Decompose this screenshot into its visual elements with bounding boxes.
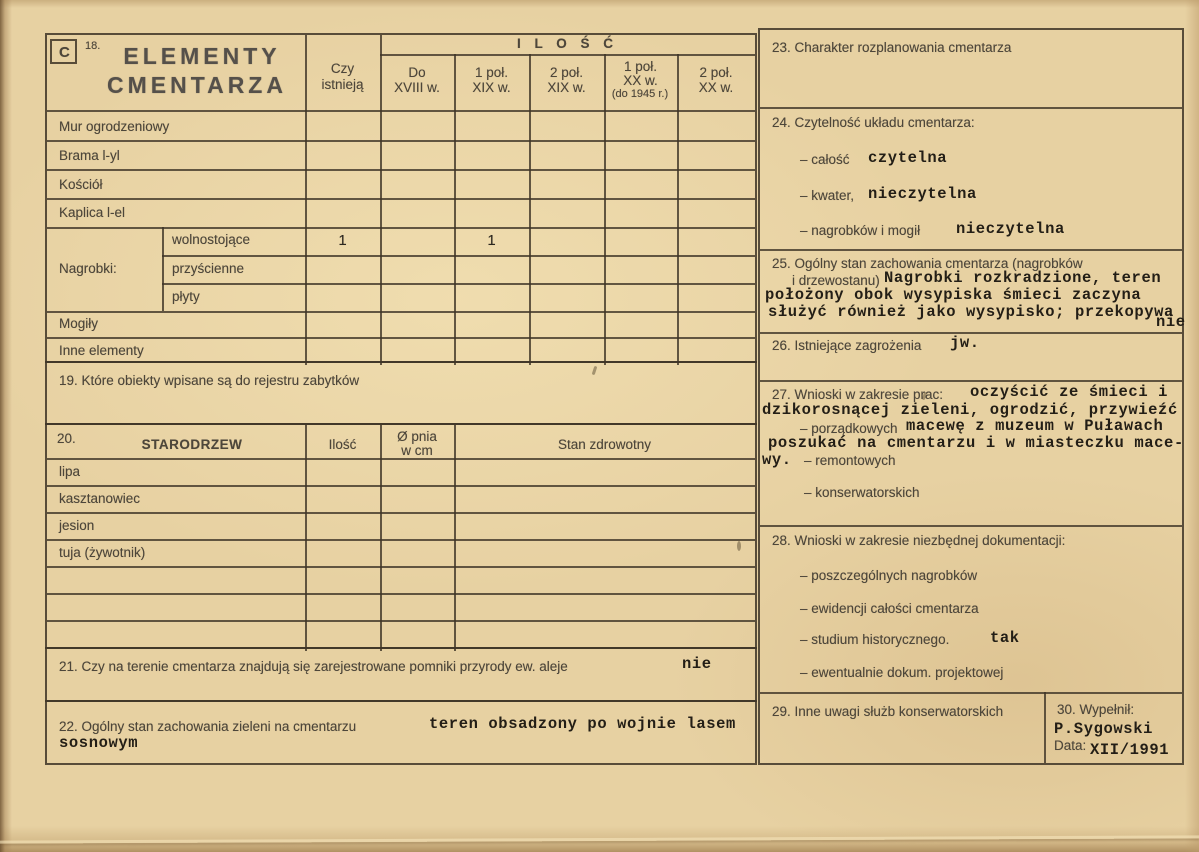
section-24-item3-answer: nieczytelna xyxy=(956,220,1065,238)
grid-line xyxy=(380,54,755,56)
section-21-box xyxy=(45,647,757,702)
grid-line xyxy=(162,255,755,257)
starodrzew-title: STARODRZEW xyxy=(141,437,243,452)
starodrzew-table xyxy=(45,423,757,649)
row-label-brama: Brama l-yl xyxy=(59,148,120,163)
section-25-label-line1: 25. Ogólny stan zachowania cmentarza (nagrobków xyxy=(772,256,1083,271)
section-28-item3: – studium historycznego. xyxy=(800,632,950,647)
section-27-answer-line2: dzikorosnącej zieleni, ogrodzić, przywieźć xyxy=(762,401,1178,419)
section-divider xyxy=(760,249,1182,251)
section-25-answer-line2: położony obok wysypiska śmieci zaczyna xyxy=(765,286,1142,304)
section-number: 18. xyxy=(85,40,101,52)
section-19-box xyxy=(45,361,757,425)
col-1pol-xx-2: XX w. xyxy=(623,73,658,88)
section-28-label: 28. Wnioski w zakresie niezbędnej dokumentacji: xyxy=(772,533,1066,548)
section-25-answer-line4: nie xyxy=(1156,313,1186,331)
form-title-line1: ELEMENTY xyxy=(123,43,281,69)
grid-line xyxy=(47,512,755,514)
grid-line xyxy=(47,566,755,568)
col-header-stan: Stan zdrowotny xyxy=(557,437,652,452)
col-2pol-xix-2: XIX w. xyxy=(547,80,586,95)
grid-line xyxy=(47,337,755,339)
section-27-label: 27. Wnioski w zakresie prac: xyxy=(772,387,944,402)
section-28-item3-answer: tak xyxy=(990,629,1020,647)
section-28-item1: – poszczególnych nagrobków xyxy=(800,568,978,583)
qty-header: I L O Ś Ć xyxy=(516,36,618,51)
section-27-answer-line4: wy. xyxy=(762,451,792,469)
grid-line xyxy=(47,539,755,541)
section-21-label: 21. Czy na terenie cmentarza znajdują się zarejestrowane pomniki przyrody ew. aleje xyxy=(59,659,568,674)
section-divider xyxy=(760,380,1182,382)
section-28-item4: – ewentualnie dokum. projektowej xyxy=(800,665,1004,680)
row-label-plyty: płyty xyxy=(172,289,200,304)
section-19-label: 19. Które obiekty wpisane są do rejestru zabytków xyxy=(59,373,360,388)
grid-line xyxy=(604,54,606,365)
grid-line xyxy=(529,54,531,365)
section-letter-box xyxy=(50,39,77,64)
section-30-label: 30. Wypełnił: xyxy=(1057,702,1135,717)
form-title-line2: CMENTARZA xyxy=(107,72,287,98)
col-header-exists: Czy xyxy=(330,61,355,76)
section-21-answer: nie xyxy=(682,655,712,673)
grid-line xyxy=(47,140,755,142)
grid-line xyxy=(162,227,164,311)
section-29-label: 29. Inne uwagi służb konserwatorskich xyxy=(772,704,1004,719)
col-header-ilosc: Ilość xyxy=(328,437,357,452)
section-27-item1: – porządkowych xyxy=(800,421,898,436)
row-label-tuja: tuja (żywotnik) xyxy=(59,545,146,560)
section-24-item1: – całość xyxy=(800,152,850,167)
row-label-wolnostojace: wolnostojące xyxy=(172,232,251,247)
row-label-kasztanowiec: kasztanowiec xyxy=(59,491,141,506)
row-label-nagrobki: Nagrobki: xyxy=(59,261,117,276)
col-header-exists-2: istnieją xyxy=(321,77,364,92)
section-24-label: 24. Czytelność układu cmentarza: xyxy=(772,115,975,130)
section-27-item2: – remontowych xyxy=(804,453,896,468)
elements-table xyxy=(45,33,757,363)
section-23-label: 23. Charakter rozplanowania cmentarza xyxy=(772,40,1012,55)
grid-line xyxy=(47,458,755,460)
section-30-date: XII/1991 xyxy=(1090,741,1170,759)
section-22-answer-line1: teren obsadzony po wojnie lasem xyxy=(429,715,736,733)
section-20-number: 20. xyxy=(57,431,76,446)
section-divider xyxy=(760,107,1182,109)
section-divider xyxy=(1044,692,1046,763)
col-1pol-xix-2: XIX w. xyxy=(472,80,511,95)
section-25-answer-line1: Nagrobki rozkradzione, teren xyxy=(884,269,1162,287)
section-letter: C xyxy=(59,44,70,61)
row-label-inne: Inne elementy xyxy=(59,343,144,358)
row-label-kosciol: Kościół xyxy=(59,177,103,192)
section-25-answer-line3: służyć również jako wysypisko; przekopywa xyxy=(768,303,1174,321)
grid-line xyxy=(47,485,755,487)
col-1pol-xx-3: (do 1945 r.) xyxy=(611,88,669,100)
section-divider xyxy=(760,525,1182,527)
grid-line xyxy=(47,198,755,200)
section-24-item3: – nagrobków i mogił xyxy=(800,223,921,238)
section-26-label: 26. Istniejące zagrożenia xyxy=(772,338,922,353)
col-2pol-xx: 2 poł. xyxy=(699,65,733,80)
section-27-answer-line3: poszukać na cmentarzu i w miasteczku mace- xyxy=(768,434,1184,452)
row-label-jesion: jesion xyxy=(59,518,95,533)
section-24-item2: – kwater, xyxy=(800,188,855,203)
col-2pol-xx-2: XX w. xyxy=(698,80,734,95)
grid-line xyxy=(47,110,755,112)
row-label-mogily: Mogiły xyxy=(59,316,99,331)
value-wolnostojace-1pol-xix: 1 xyxy=(487,232,496,249)
right-column xyxy=(758,28,1184,765)
col-do-xviii: Do xyxy=(408,65,426,80)
grid-line xyxy=(47,593,755,595)
col-2pol-xix: 2 poł. xyxy=(549,65,584,80)
row-label-mur: Mur ogrodzeniowy xyxy=(59,119,170,134)
grid-line xyxy=(162,283,755,285)
grid-line xyxy=(47,620,755,622)
section-22-label: 22. Ogólny stan zachowania zieleni na cmentarzu xyxy=(59,719,357,734)
section-26-answer: jw. xyxy=(950,334,980,352)
grid-line xyxy=(677,54,679,365)
section-27-item3: – konserwatorskich xyxy=(804,485,920,500)
value-wolnostojace-exists: 1 xyxy=(338,232,347,249)
section-27-item1-answer: macewę z muzeum w Puławach xyxy=(906,417,1164,435)
col-header-dia-2: w cm xyxy=(401,443,433,458)
row-label-kaplica: Kaplica l-el xyxy=(59,205,126,220)
section-30-filled-by: P.Sygowski xyxy=(1054,720,1154,738)
col-do-xviii-2: XVIII w. xyxy=(394,80,440,95)
section-24-item2-answer: nieczytelna xyxy=(868,185,977,203)
grid-line xyxy=(454,54,456,365)
section-27-answer-line1: oczyścić ze śmieci i xyxy=(970,383,1169,401)
col-1pol-xix: 1 poł. xyxy=(474,65,509,80)
row-label-lipa: lipa xyxy=(59,464,81,479)
row-label-przyscienne: przyścienne xyxy=(172,261,245,276)
grid-line xyxy=(47,227,755,229)
section-divider xyxy=(760,692,1182,694)
section-22-answer-line2: sosnowym xyxy=(59,734,139,752)
section-22-box xyxy=(45,700,757,765)
section-30-date-label: Data: xyxy=(1054,738,1087,753)
col-1pol-xx: 1 poł. xyxy=(623,59,658,74)
section-25-label-line2: i drzewostanu) xyxy=(792,273,880,288)
grid-line xyxy=(47,311,755,313)
section-28-item2: – ewidencji całości cmentarza xyxy=(800,601,979,616)
section-24-item1-answer: czytelna xyxy=(868,149,948,167)
col-header-dia: Ø pnia xyxy=(397,429,437,444)
grid-line xyxy=(47,169,755,171)
